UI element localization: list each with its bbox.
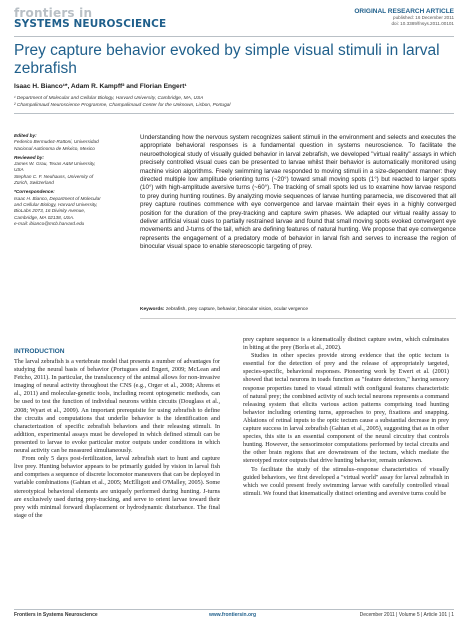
reviewed-heading: Reviewed by: (14, 154, 44, 160)
footer-website[interactable]: www.frontiersin.org (209, 612, 257, 618)
keywords-list: zebrafish, prey capture, behavior, binocular vision, ocular vergence (165, 307, 308, 312)
journal-logo-top: frontiers in (14, 6, 93, 20)
editorial-sidebar (14, 133, 106, 230)
abstract: Understanding how the nervous system recognizes salient stimuli in the environment and selects and executes the appropriate behavioral responses is a fundamental question in systems neuroscience. To facilitate the neuroethological study of visually guided behavior in larval zebrafish, we developed "virtual reality" assays in which precisely controlled visual cues can be presented to larvae whilst their behavior is automatically monitored using machine vision algorithms. Freely swimming larvae responded to moving stimuli in a size-dependent manner: they directed multiple low amplitude orienting turns (~20°) toward small moving spots (1°) but reacted to larger spots (10°) with high-amplitude aversive turns (~60°). The tracking of small spots led us to examine how larvae respond to prey during hunting routines. By analyzing movie sequences of larvae hunting paramecia, we discovered that all prey capture routines commence with eye convergence and larvae maintain their eyes in a highly converged position for the duration of the prey-tracking and capture swim phases. We adapted our virtual reality assay to deliver artificial visual cues to partially restrained larvae and found that small moving spots evoked convergent eye movements and J-turns of the tail, which are defining features of natural hunting. We propose that eye convergence represents the engagement of a predatory mode of behavior in larval fish and serves to increase the region of binocular visual space to enable stereoscopic targeting of prey. (140, 134, 456, 251)
doi[interactable]: doi: 10.3389/fnsys.2011.00101 (391, 21, 454, 26)
title-divider (14, 113, 454, 114)
paragraph: Studies in other species provide strong evidence that the optic tectum is essential for the detection of prey and the release of appropriately targeted, species-specific, behavioral responses. Pioneering work by Ewert et al. (2001) showed that tectal neurons in toads function as "feature detectors," having sensory response properties tuned to visual stimuli with configural features characteristic of natural prey; the combined activity of such tectal neurons represents a command releasing system that elicits various action patterns comprising toad hunting behavior including orienting turns, approaches to prey, fixations and snapping. Ablations of retinal inputs to the optic tectum cause a substantial decrease in prey capture success in larval zebrafish (Gahtan et al., 2005), suggesting that as in other species, this site is an essential component of the neural circuitry that controls hunting. However, the sensorimotor computations performed by tectal circuits and the other brain regions that are downstream of the tectum, which mediate the stereotyped motor outputs that drive hunting behavior, remain unknown. (243, 352, 449, 465)
footer-journal: Frontiers in Systems Neuroscience (14, 612, 98, 618)
affiliation: ² Champalimaud Neuroscience Programme, Champalimaud Center for the Unknown, Lisbon, Portugal (14, 103, 231, 108)
footer-divider (14, 609, 454, 610)
journal-logo-bottom: SYSTEMS NEUROSCIENCE (14, 18, 167, 30)
keywords (140, 307, 456, 312)
affiliations (14, 95, 231, 109)
authors: Isaac H. Bianco¹*, Adam R. Kampff² and Florian Engert¹ (14, 83, 187, 90)
footer-issue: December 2011 | Volume 5 | Article 101 | 1 (359, 612, 454, 618)
keywords-label: Keywords: (140, 307, 165, 312)
paragraph: To facilitate the study of the stimulus–response characteristics of visually guided behaviors, we first developed a "virtual world" assay for larval zebrafish in which we could present freely swimming larvae with carefully controlled visual stimuli. We found that kinematically distinct orienting and aversive turns could be (243, 465, 449, 497)
affiliation: ¹ Department of Molecular and Cellular Biology, Harvard University, Cambridge, MA, USA (14, 96, 204, 101)
header-divider (14, 36, 454, 37)
paragraph: The larval zebrafish is a vertebrate model that presents a number of advantages for studying the neural basis of behavior (Portugues and Engert, 2009; McLean and Fetcho, 2011). In particular, the translucency of the animal allows for non-invasive imaging of neural activity throughout the CNS (e.g., Orger et al., 2008; Ahrens et al., 2011) and molecular-genetic tools, including recent optogenetic methods, can be used to test the function of individual neurons within circuits (Douglass et al., 2008; Wyart et al., 2009). An important prerequisite for using zebrafish to define the circuits and computations that underlie behavior is the identification and characterization of specific zebrafish behaviors and their releasing stimuli. In addition, experimental assays must be developed in which defined stimuli can be presented to larvae to evoke particular motor outputs under conditions in which neural activity can be measured simultaneously. (14, 358, 220, 455)
abstract-divider (140, 318, 456, 319)
article-type: ORIGINAL RESEARCH ARTICLE (354, 8, 454, 15)
article-title: Prey capture behavior evoked by simple visual stimuli in larval zebrafish (14, 42, 440, 77)
paragraph: prey capture sequence is a kinematically distinct capture swim, which culminates in biting at the prey (Borla et al., 2002). (243, 336, 449, 352)
reviewers: James W. Grau, Texas A&M University, USA Stephan C. F. Neuhauss, University of Zürich, Switzerland (14, 161, 96, 186)
body-right-column (243, 336, 449, 498)
body-left-column (14, 358, 220, 520)
paragraph: From only 5 days post-fertilization, larval zebrafish start to hunt and capture live prey. Hunting behavior appears to be primarily guided by vision in larval fish and comprises a sequence of discrete locomotor maneuvers that can be deployed in variable combinations (Gahtan et al., 2005; McElligott and O'Malley, 2005). Some stereotypical behavioral elements are uniquely performed during hunting. J-turns are exclusively used during prey-tracking, and serve to orient larvae toward their prey with minimal forward displacement or hydrodynamic disturbance. The final stage of the (14, 455, 220, 519)
correspondence-heading: *Correspondence: (14, 189, 55, 195)
published-date: published: 16 December 2011 (393, 15, 454, 20)
editor: Federico Bermudez-Rattoni, Universidad Nacional Autónoma de México, Mexico (14, 139, 99, 151)
email-link[interactable]: e-mail: ibianco@mcb.harvard.edu (14, 220, 85, 226)
edited-heading: Edited by: (14, 133, 37, 138)
correspondence: Isaac H. Bianco, Department of Molecular and Cellular Biology, Harvard University, BioLabs 2073, 16 Divinity Avenue, Cambridge, MA 02138, USA. (14, 195, 101, 220)
section-heading-introduction: INTRODUCTION (14, 348, 65, 355)
article-meta (354, 8, 454, 27)
